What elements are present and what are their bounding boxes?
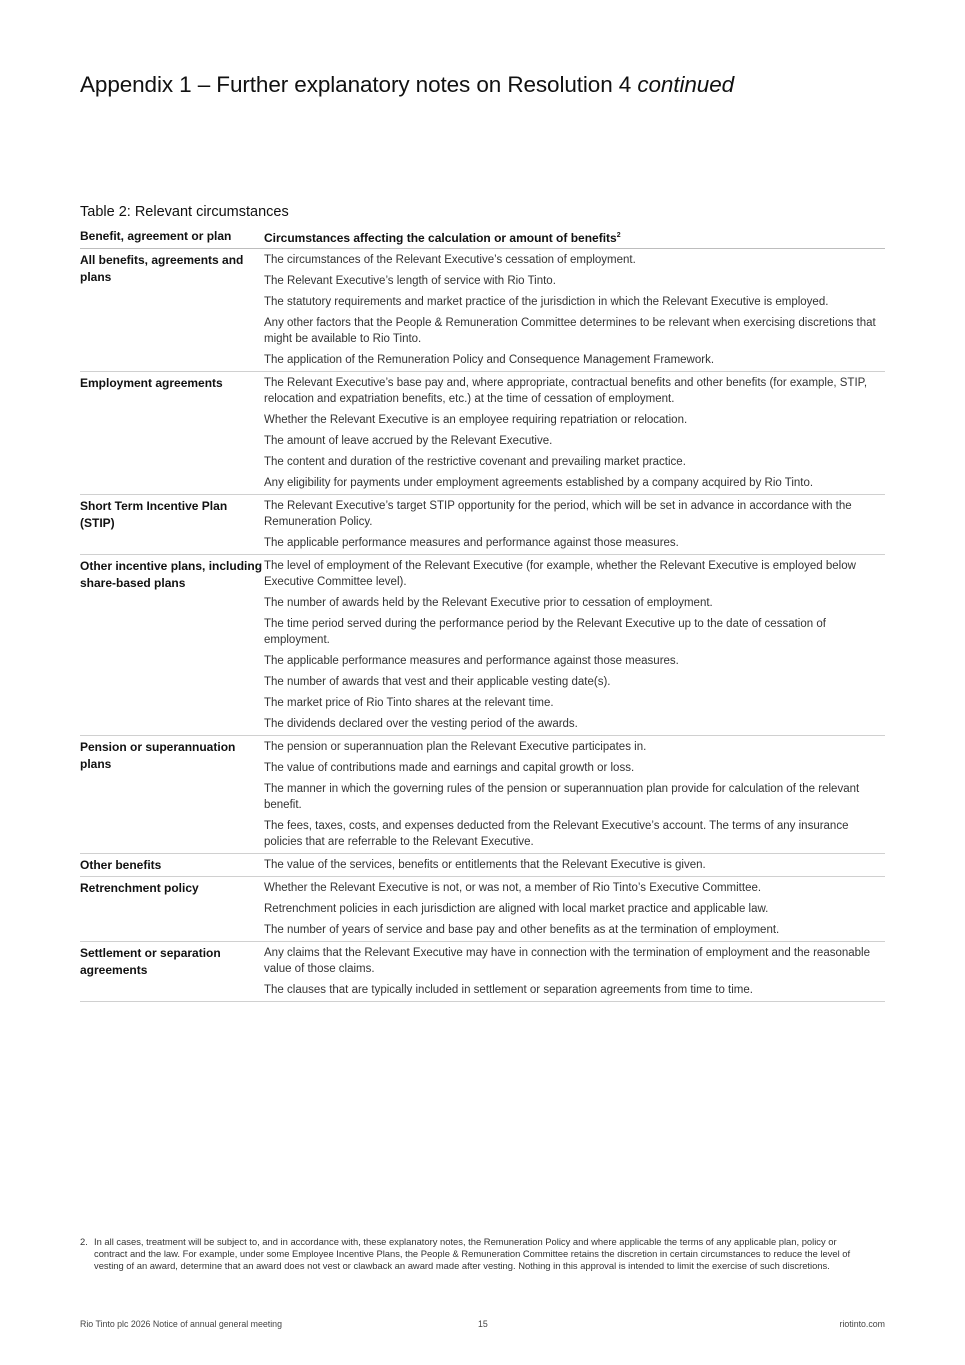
circumstance-item: The circumstances of the Relevant Executive’s cessation of employment. bbox=[264, 254, 636, 266]
header-benefit: Benefit, agreement or plan bbox=[80, 229, 232, 243]
circumstance-item: The applicable performance measures and performance against those measures. bbox=[264, 655, 679, 667]
header-circumstances-label: Circumstances affecting the calculation or amount of benefits bbox=[264, 231, 617, 245]
row-label: Other incentive plans, including share-based plans bbox=[80, 559, 263, 590]
circumstance-item: The statutory requirements and market practice of the jurisdiction in which the Relevant Executive is employed. bbox=[264, 296, 829, 308]
table-row bbox=[80, 555, 885, 736]
circumstance-item: The application of the Remuneration Policy and Consequence Management Framework. bbox=[264, 354, 715, 366]
row-circumstances bbox=[264, 497, 885, 552]
page-heading bbox=[80, 72, 734, 98]
circumstance-item: The fees, taxes, costs, and expenses deducted from the Relevant Executive’s account. The terms of any insurance policies that are referrable to the Relevant Executive. bbox=[264, 820, 849, 848]
row-circumstances bbox=[264, 879, 885, 939]
row-label: Short Term Incentive Plan (STIP) bbox=[80, 499, 228, 530]
row-circumstances bbox=[264, 856, 885, 874]
circumstance-item: The level of employment of the Relevant Executive (for example, whether the Relevant Executive is employed below Executive Committee level). bbox=[264, 560, 856, 588]
row-circumstances bbox=[264, 738, 885, 851]
row-label: All benefits, agreements and plans bbox=[80, 253, 244, 284]
circumstance-item: The market price of Rio Tinto shares at the relevant time. bbox=[264, 697, 554, 709]
table-row bbox=[80, 854, 885, 877]
circumstance-item: The number of awards held by the Relevant Executive prior to cessation of employment. bbox=[264, 597, 713, 609]
row-circumstances bbox=[264, 944, 885, 999]
row-label: Retrenchment policy bbox=[80, 881, 199, 895]
page-footer bbox=[80, 1319, 885, 1329]
table-row bbox=[80, 942, 885, 1002]
circumstance-item: Any claims that the Relevant Executive may have in connection with the termination of employment and the reasonable value of those claims. bbox=[264, 947, 871, 975]
footnote bbox=[80, 1236, 870, 1271]
circumstance-item: Any other factors that the People & Remuneration Committee determines to be relevant when exercising discretions that might be available to Rio Tinto. bbox=[264, 317, 876, 345]
circumstance-item: The pension or superannuation plan the Relevant Executive participates in. bbox=[264, 741, 647, 753]
table-row bbox=[80, 249, 885, 372]
row-label: Employment agreements bbox=[80, 376, 223, 390]
circumstance-item: Retrenchment policies in each jurisdiction are aligned with local market practice and applicable law. bbox=[264, 903, 769, 915]
row-circumstances bbox=[264, 251, 885, 369]
circumstance-item: The content and duration of the restrictive covenant and prevailing market practice. bbox=[264, 456, 686, 468]
table-body bbox=[80, 249, 885, 1002]
row-circumstances bbox=[264, 557, 885, 733]
circumstance-item: The number of awards that vest and their applicable vesting date(s). bbox=[264, 676, 611, 688]
page-number: 15 bbox=[478, 1319, 488, 1329]
row-label: Other benefits bbox=[80, 858, 162, 872]
circumstance-item: The value of contributions made and earnings and capital growth or loss. bbox=[264, 762, 635, 774]
row-label: Settlement or separation agreements bbox=[80, 946, 221, 977]
table-row bbox=[80, 372, 885, 495]
footer-publication: Rio Tinto plc 2026 Notice of annual general meeting bbox=[80, 1319, 282, 1329]
table-title: Table 2: Relevant circumstances bbox=[80, 204, 289, 220]
circumstance-item: The time period served during the performance period by the Relevant Executive up to the date of cessation of employment. bbox=[264, 618, 826, 646]
circumstance-item: The amount of leave accrued by the Relevant Executive. bbox=[264, 435, 553, 447]
circumstance-item: Any eligibility for payments under employment agreements established by a company acquired by Rio Tinto. bbox=[264, 477, 814, 489]
circumstance-item: The value of the services, benefits or entitlements that the Relevant Executive is given. bbox=[264, 859, 706, 871]
heading-suffix: continued bbox=[637, 72, 735, 97]
footer-website: riotinto.com bbox=[839, 1319, 885, 1329]
footnote-text: In all cases, treatment will be subject to, and in accordance with, these explanatory notes, the Remuneration Policy and where applicable the terms of any applicable plan, policy or contract and the law. For example, under some Employee Incentive Plans, the People & Remuneration Committee retains the discretion in certain circumstances to reduce the level of vesting of an award, determine that an award does not vest or clawback an award made after vesting. Nothing in this approval is intended to limit the exercise of such discretions. bbox=[94, 1236, 851, 1271]
table-row bbox=[80, 877, 885, 942]
table-row bbox=[80, 495, 885, 555]
header-circumstances bbox=[264, 228, 885, 246]
circumstance-item: The Relevant Executive’s length of service with Rio Tinto. bbox=[264, 275, 556, 287]
circumstance-item: Whether the Relevant Executive is an employee requiring repatriation or relocation. bbox=[264, 414, 688, 426]
circumstance-item: The clauses that are typically included in settlement or separation agreements from time to time. bbox=[264, 984, 753, 996]
row-label: Pension or superannuation plans bbox=[80, 740, 236, 771]
circumstance-item: Whether the Relevant Executive is not, or was not, a member of Rio Tinto’s Executive Committee. bbox=[264, 882, 762, 894]
row-circumstances bbox=[264, 374, 885, 492]
circumstance-item: The Relevant Executive’s base pay and, where appropriate, contractual benefits and other benefits (for example, STIP, relocation and expatriation benefits, etc.) at the time of cessation of employment. bbox=[264, 377, 868, 405]
table-row bbox=[80, 736, 885, 854]
circumstance-item: The manner in which the governing rules of the pension or superannuation plan provide for calculation of the relevant benefit. bbox=[264, 783, 860, 811]
circumstance-item: The Relevant Executive’s target STIP opportunity for the period, which will be set in advance in accordance with the Remuneration Policy. bbox=[264, 500, 852, 528]
footnote-reference: 2 bbox=[616, 232, 621, 239]
circumstance-item: The number of years of service and base pay and other benefits as at the termination of employment. bbox=[264, 924, 780, 936]
footnote-number: 2. bbox=[80, 1236, 88, 1247]
table-header bbox=[80, 228, 885, 249]
heading-main: Appendix 1 – Further explanatory notes on Resolution 4 bbox=[80, 72, 638, 97]
circumstance-item: The applicable performance measures and performance against those measures. bbox=[264, 537, 679, 549]
circumstances-table bbox=[80, 228, 885, 1002]
circumstance-item: The dividends declared over the vesting period of the awards. bbox=[264, 718, 578, 730]
